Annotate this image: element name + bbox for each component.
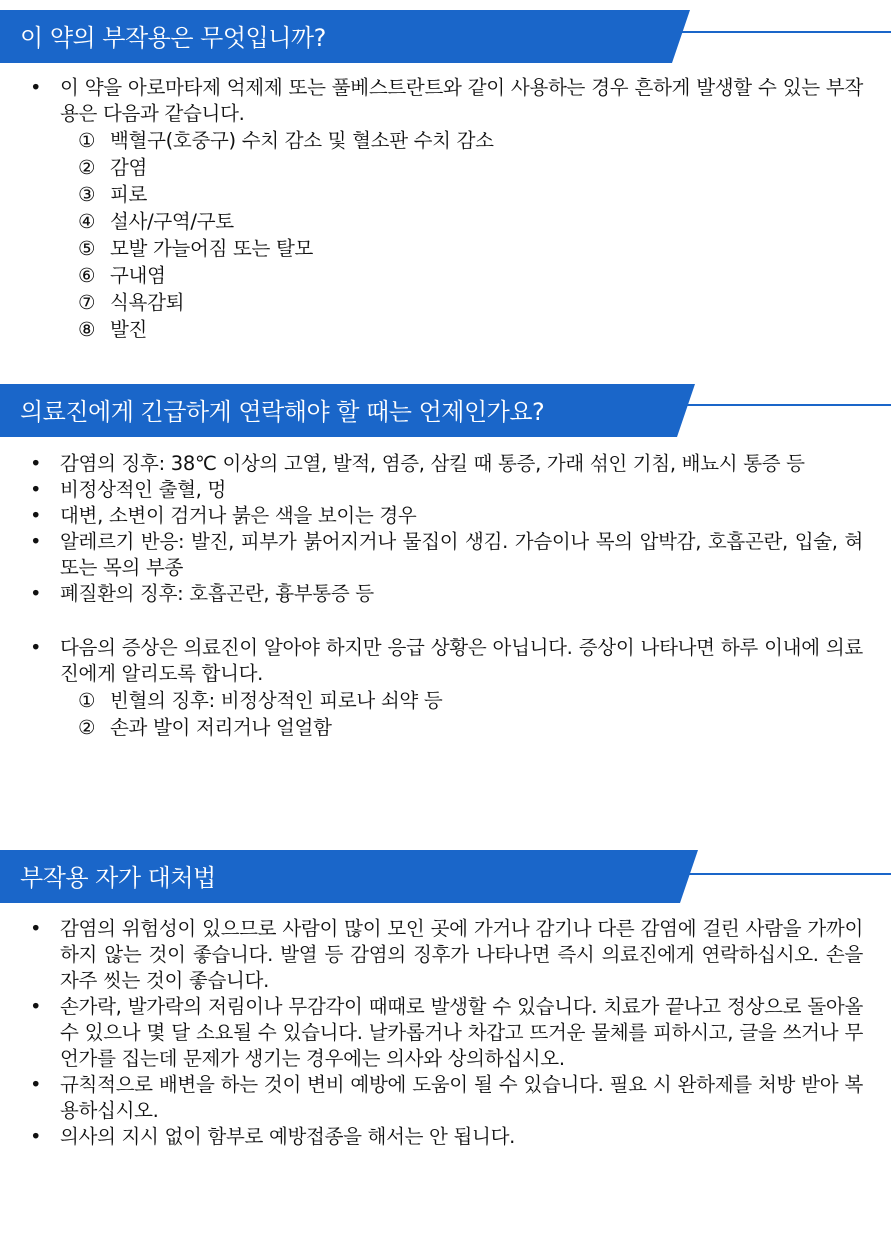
bullet-text: 감염의 위험성이 있으므로 사람이 많이 모인 곳에 가거나 감기나 다른 감염에 걸린 사람을 가까이하지 않는 것이 좋습니다. 발열 등 감염의 징후가 나타나면 즉시 의료진에게 연락하십시오. 손을 자주 씻는 것이 좋습니다. <box>60 917 863 992</box>
list-item <box>30 503 863 529</box>
bullet-text: 비정상적인 출혈, 멍 <box>60 478 226 501</box>
numbered-item <box>78 262 863 289</box>
item-text: 구내염 <box>110 264 166 287</box>
section-header <box>0 10 891 63</box>
bullet-text: 손가락, 발가락의 저림이나 무감각이 때때로 발생할 수 있습니다. 치료가 끝나고 정상으로 돌아올 수 있으나 몇 달 소요될 수 있습니다. 날카롭거나 차갑고 뜨거운 물체를 피하시고, 글을 쓰거나 무언가를 집는데 문제가 생기는 경우에는 의사와 상의하십시오. <box>60 995 863 1070</box>
item-number: ④ <box>78 210 96 233</box>
list-item <box>30 529 863 581</box>
bullet-text: 알레르기 반응: 발진, 피부가 붉어지거나 물집이 생김. 가슴이나 목의 압박감, 호흡곤란, 입술, 혀 또는 목의 부종 <box>60 530 863 579</box>
urgent-contact-section <box>0 384 891 741</box>
item-number: ① <box>78 129 96 152</box>
item-text: 빈혈의 징후: 비정상적인 피로나 쇠약 등 <box>110 689 443 712</box>
bullet-text: 이 약을 아로마타제 억제제 또는 풀베스트란트와 같이 사용하는 경우 흔하게 발생할 수 있는 부작용은 다음과 같습니다. <box>60 76 863 125</box>
list-item <box>30 451 863 477</box>
item-number: ② <box>78 716 96 739</box>
bullet-text: 폐질환의 징후: 호흡곤란, 흉부통증 등 <box>60 582 374 605</box>
list-item <box>30 994 863 1072</box>
bullet-list <box>30 916 863 1150</box>
bullet-text: 감염의 징후: 38℃ 이상의 고열, 발적, 염증, 삼킬 때 통증, 가래 섞인 기침, 배뇨시 통증 등 <box>60 452 805 475</box>
bullet-text: 규칙적으로 배변을 하는 것이 변비 예방에 도움이 될 수 있습니다. 필요 시 완하제를 처방 받아 복용하십시오. <box>60 1073 863 1122</box>
item-text: 피로 <box>110 183 148 206</box>
bullet-list <box>30 635 863 741</box>
bullet-text: 다음의 증상은 의료진이 알아야 하지만 응급 상황은 아닙니다. 증상이 나타나면 하루 이내에 의료진에게 알리도록 합니다. <box>60 636 863 685</box>
numbered-item <box>78 687 863 714</box>
list-item <box>30 916 863 994</box>
bullet-list <box>30 75 863 343</box>
item-number: ① <box>78 689 96 712</box>
section-header <box>0 384 891 437</box>
item-number: ③ <box>78 183 96 206</box>
item-number: ⑦ <box>78 291 96 314</box>
bullet-text: 의사의 지시 없이 함부로 예방접종을 해서는 안 됩니다. <box>60 1125 516 1148</box>
item-text: 모발 가늘어짐 또는 탈모 <box>110 237 314 260</box>
self-care-section <box>0 850 891 1150</box>
list-item <box>30 1124 863 1150</box>
item-text: 설사/구역/구토 <box>110 210 234 233</box>
numbered-item <box>78 127 863 154</box>
item-text: 감염 <box>110 156 148 179</box>
item-text: 식욕감퇴 <box>110 291 185 314</box>
numbered-item <box>78 181 863 208</box>
item-number: ② <box>78 156 96 179</box>
numbered-item <box>78 208 863 235</box>
list-item <box>30 635 863 741</box>
numbered-item <box>78 714 863 741</box>
section-title: 부작용 자가 대처법 <box>20 864 216 892</box>
numbered-item <box>78 289 863 316</box>
list-item <box>30 581 863 607</box>
bullet-list <box>30 451 863 607</box>
item-number: ⑤ <box>78 237 96 260</box>
list-item <box>30 1072 863 1124</box>
numbered-item <box>78 154 863 181</box>
numbered-item <box>78 235 863 262</box>
section-title: 의료진에게 긴급하게 연락해야 할 때는 언제인가요? <box>20 398 545 426</box>
item-text: 백혈구(호중구) 수치 감소 및 혈소판 수치 감소 <box>110 129 494 152</box>
numbered-list <box>60 127 863 343</box>
side-effects-section <box>0 10 891 343</box>
section-header <box>0 850 891 903</box>
item-text: 손과 발이 저리거나 얼얼함 <box>110 716 332 739</box>
list-item <box>30 75 863 343</box>
item-number: ⑥ <box>78 264 96 287</box>
section-title: 이 약의 부작용은 무엇입니까? <box>20 24 326 52</box>
list-item <box>30 477 863 503</box>
item-number: ⑧ <box>78 318 96 341</box>
numbered-item <box>78 316 863 343</box>
numbered-list <box>60 687 863 741</box>
item-text: 발진 <box>110 318 148 341</box>
bullet-text: 대변, 소변이 검거나 붉은 색을 보이는 경우 <box>60 504 417 527</box>
